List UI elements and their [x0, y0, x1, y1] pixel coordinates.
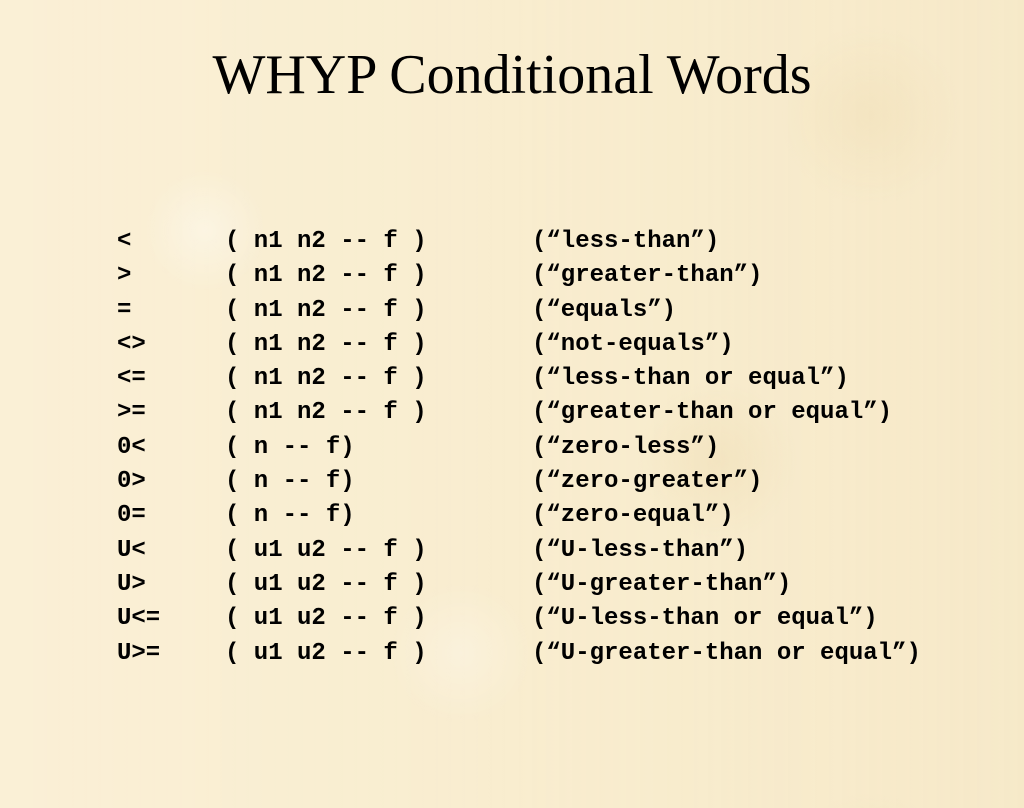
description-cell: (“greater-than”): [532, 262, 763, 290]
description-cell: (“U-less-than or equal”): [532, 605, 878, 633]
word-cell: >=: [117, 399, 146, 427]
stack-effect-cell: ( n1 n2 -- f ): [225, 228, 427, 255]
table-row: [117, 328, 734, 362]
stack-effect-cell: ( u1 u2 -- f ): [225, 570, 427, 598]
table-row: [117, 568, 792, 602]
description-cell: (“greater-than or equal”): [532, 399, 893, 427]
description-cell: (“U-greater-than”): [532, 570, 792, 598]
word-cell: 0<: [117, 433, 146, 461]
description-cell: (“zero-equal”): [532, 502, 734, 530]
table-row: [117, 431, 720, 465]
word-cell: 0=: [117, 502, 146, 530]
table-row: [117, 259, 763, 293]
stack-effect-cell: ( n -- f): [225, 468, 355, 496]
slide-title: WHYP Conditional Words: [212, 44, 812, 106]
word-cell: U>: [117, 570, 146, 598]
stack-effect-cell: ( u1 u2 -- f ): [225, 639, 427, 667]
word-cell: U<=: [117, 605, 161, 633]
description-cell: (“U-less-than”): [532, 536, 749, 564]
stack-effect-cell: ( u1 u2 -- f ): [225, 605, 427, 633]
stack-effect-cell: ( n1 n2 -- f ): [225, 365, 427, 393]
table-row: [117, 465, 763, 499]
table-row: [117, 637, 921, 671]
word-cell: <: [117, 228, 132, 255]
word-cell: U<: [117, 536, 146, 564]
stack-effect-cell: ( n -- f): [225, 502, 355, 530]
stack-effect-cell: ( n -- f): [225, 433, 355, 461]
table-row: [117, 225, 720, 259]
word-cell: 0>: [117, 468, 146, 496]
table-row: [117, 534, 749, 568]
description-cell: (“not-equals”): [532, 330, 734, 358]
conditional-words-table: [117, 225, 921, 671]
stack-effect-cell: ( n1 n2 -- f ): [225, 296, 427, 324]
description-cell: (“less-than”): [532, 228, 720, 255]
stack-effect-cell: ( n1 n2 -- f ): [225, 262, 427, 290]
stack-effect-cell: ( n1 n2 -- f ): [225, 330, 427, 358]
table-row: [117, 602, 878, 636]
description-cell: (“U-greater-than or equal”): [532, 639, 921, 667]
table-row: [117, 396, 893, 430]
stack-effect-cell: ( n1 n2 -- f ): [225, 399, 427, 427]
word-cell: U>=: [117, 639, 161, 667]
table-row: [117, 499, 734, 533]
stack-effect-cell: ( u1 u2 -- f ): [225, 536, 427, 564]
word-cell: <=: [117, 365, 146, 393]
word-cell: <>: [117, 330, 146, 358]
description-cell: (“zero-less”): [532, 433, 720, 461]
table-row: [117, 294, 677, 328]
description-cell: (“zero-greater”): [532, 468, 763, 496]
word-cell: =: [117, 296, 132, 324]
description-cell: (“less-than or equal”): [532, 365, 849, 393]
word-cell: >: [117, 262, 132, 290]
description-cell: (“equals”): [532, 296, 677, 324]
table-row: [117, 362, 849, 396]
